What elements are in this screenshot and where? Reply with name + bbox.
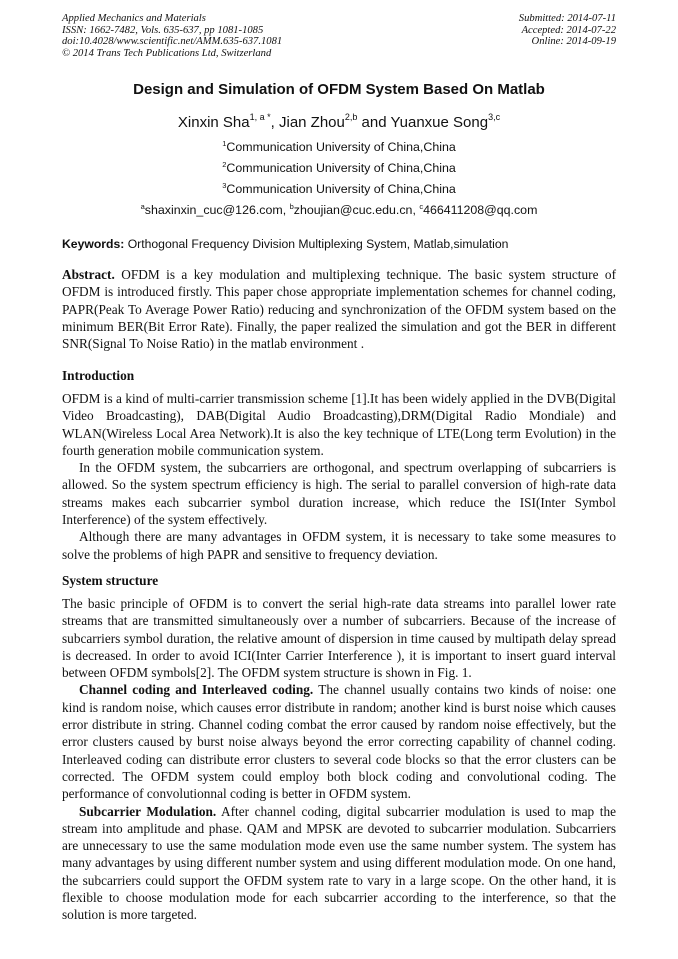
paragraph-text: After channel coding, digital subcarrier modulation is used to map the stream into amplitude and phase. QAM and MPSK are devoted to subcarrier modulation. Subcarriers are unnecessary to use the same modulation mode even use the same number system. The system has many advantages by using different number system and using different modulation mode. On one hand, the subcarriers could support the OFDM system rate to vary in a large scope. On the other hand, it is flexible to choose modulation mode for each subcarrier according to the interference, so that the solution is more targeted. [62, 803, 616, 923]
email-sup: a [140, 202, 145, 211]
email-link[interactable]: 466411208@qq.com [423, 203, 538, 217]
author-sup: 2,b [344, 112, 358, 122]
accepted-date: Accepted: 2014-07-22 [521, 24, 616, 36]
paragraph-subcarrier-modulation [62, 803, 616, 924]
author-sep: and [357, 114, 391, 131]
affiliation-1 [0, 140, 678, 154]
author-sep: , [270, 114, 279, 131]
paper-title: Design and Simulation of OFDM System Based On Matlab [133, 81, 545, 98]
email-sup: c [419, 202, 424, 211]
abstract-text: OFDM is a key modulation and multiplexing technique. The basic system structure of OFDM is introduced firstly. This paper chose appropriate implementation schemes for channel coding, PAPR(Peak To Average Power Ratio) reducing and synchronization of the OFDM system based on the minimum BER(Bit Error Rate). Finally, the paper realized the simulation and got the BER in different SNR(Signal To Noise Ratio) in the matlab environment . [62, 267, 616, 352]
subsection-label: Channel coding and Interleaved coding. [79, 682, 314, 698]
keywords [62, 237, 618, 251]
paragraph: The basic principle of OFDM is to convert the serial high-rate data streams into parallel lower rate streams that are transmitted simultaneously over a number of subcarriers. Because of the increase of subcarriers symbol duration, the relative amount of dispersion in time caused by multipath delay spread is decreased. In order to avoid ICI(Inter Carrier Interference ), it is important to insert guard interval between OFDM symbols[2]. The OFDM system structure is shown in Fig. 1. [62, 596, 616, 681]
section-heading-introduction: Introduction [62, 368, 135, 383]
journal-name: Applied Mechanics and Materials [62, 13, 206, 24]
author-sup: 1, a * [249, 112, 271, 122]
paragraph: OFDM is a kind of multi-carrier transmission scheme [1].It has been widely applied in the DVB(Digital Video Broadcasting), DAB(Digital Audio Broadcasting),DRM(Digital Radio Mondiale) and WLAN(Wireless Local Area Network).It is also the key technique of LTE(Long term Evolution) in the fourth generation mobile communication system. [62, 391, 616, 458]
abstract-label: Abstract. [62, 267, 115, 282]
author-name: Jian Zhou [278, 114, 345, 131]
paragraph-text: The channel usually contains two kinds of noise: one kind is random noise, which causes error distribute in random; another kind is burst noise which causes error distribute in string. Channel coding combat the error caused by random noise effectively, but the error clusters caused by burst noise always beyond the error correcting capability of channel coding. Interleaved coding can distribute error clusters to several code blocks so that the error clusters can be corrected. The OFDM system could employ both block coding and convolutional coding. The performance of convolutionnal coding is better in OFDM system. [62, 682, 616, 802]
email-sep: , [282, 203, 290, 217]
submitted-date: Submitted: 2014-07-11 [518, 13, 616, 24]
system-structure-body [62, 595, 616, 924]
issn-line: ISSN: 1662-7482, Vols. 635-637, pp 1081-1085 [62, 24, 264, 36]
introduction-body [62, 390, 616, 563]
affiliation-2 [0, 161, 678, 175]
doi-line: doi:10.4028/www.scientific.net/AMM.635-637.1081 [62, 36, 283, 48]
affiliation-sup: 2 [222, 160, 227, 169]
affiliation-text: Communication University of China,China [226, 161, 456, 175]
affiliation-sup: 1 [222, 139, 227, 148]
author-list [0, 114, 678, 131]
dates-header [519, 13, 616, 48]
affiliation-text: Communication University of China,China [226, 182, 456, 196]
paragraph: Although there are many advantages in OFDM system, it is necessary to take some measures to solve the problems of high PAPR and sensitive to frequency deviation. [62, 529, 616, 562]
keywords-label: Keywords: [62, 237, 125, 251]
subsection-label: Subcarrier Modulation. [79, 803, 217, 819]
author-name: Yuanxue Song [390, 114, 489, 131]
email-link[interactable]: zhoujian@cuc.edu.cn [293, 203, 413, 217]
online-date: Online: 2014-09-19 [531, 36, 616, 48]
author-sup: 3,c [488, 112, 501, 122]
paragraph: In the OFDM system, the subcarriers are orthogonal, and spectrum overlapping of subcarriers is allowed. So the system spectrum efficiency is high. The serial to parallel conversion of high-rate data streams makes each subcarrier symbol duration increase, which reduce the ISI(Inter Symbol Interference) of the system effectively. [62, 460, 616, 528]
email-link[interactable]: shaxinxin_cuc@126.com [144, 203, 283, 217]
email-sep: , [412, 203, 420, 217]
affiliation-text: Communication University of China,China [226, 140, 456, 154]
abstract [62, 266, 616, 352]
paragraph-channel-coding [62, 681, 616, 802]
email-sup: b [289, 202, 294, 211]
email-list [0, 203, 678, 217]
affiliation-3 [0, 182, 678, 196]
author-name: Xinxin Sha [177, 114, 250, 131]
keywords-text: Orthogonal Frequency Division Multiplexing System, Matlab,simulation [124, 237, 509, 251]
copyright-line: © 2014 Trans Tech Publications Ltd, Switzerland [62, 47, 272, 59]
journal-header [62, 13, 282, 59]
section-heading-system-structure: System structure [62, 573, 159, 588]
affiliation-sup: 3 [222, 181, 227, 190]
